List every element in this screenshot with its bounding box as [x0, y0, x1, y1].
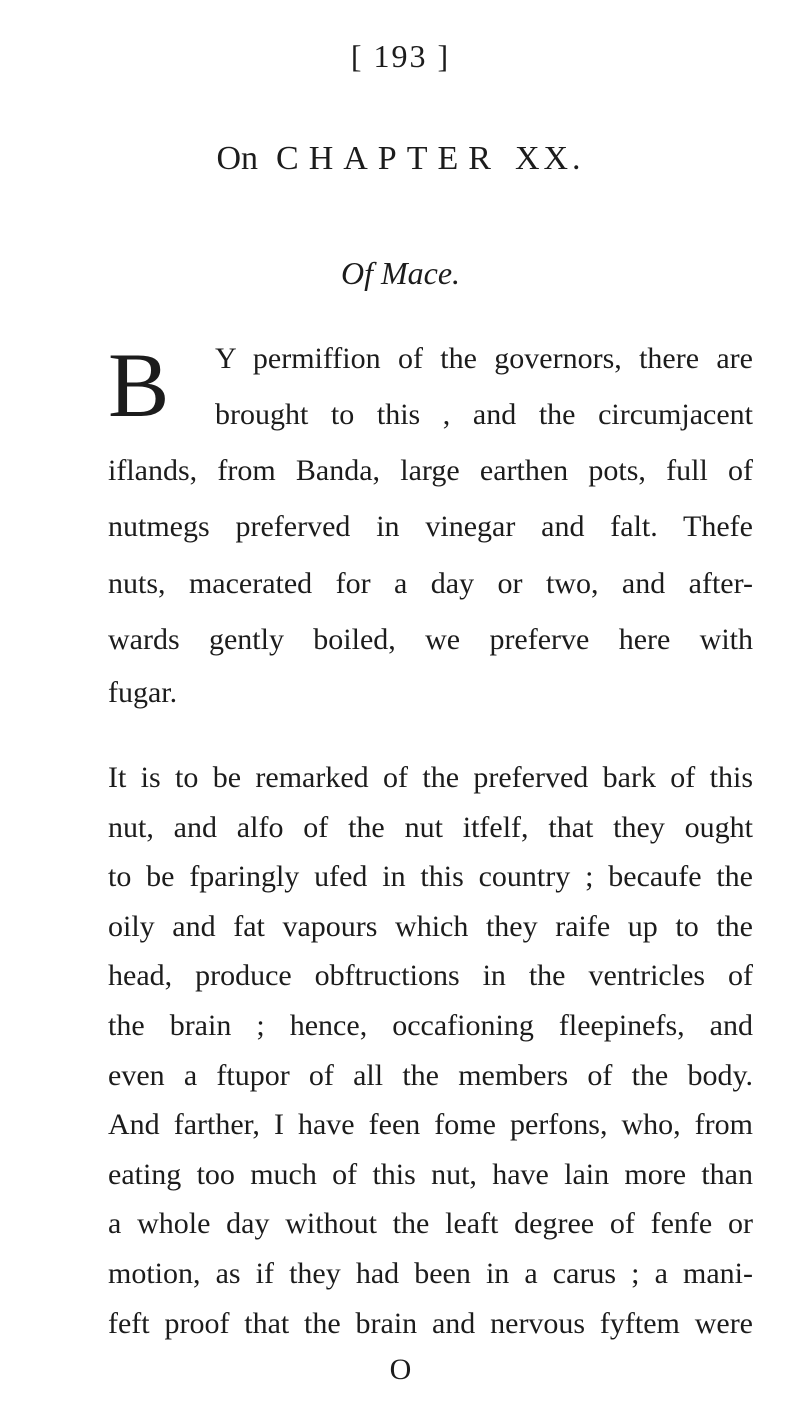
paragraph-line: It is to be remarked of the preferved bark of this [108, 761, 753, 794]
paragraph-line: oily and fat vapours which they raife up to the [108, 910, 753, 943]
paragraph-line: feft proof that the brain and nervous fyftem were [108, 1307, 753, 1340]
chapter-heading [0, 140, 801, 178]
page-number: [ 193 ] [350, 38, 451, 74]
paragraph-line: Y permiffion of the governors, there are [215, 342, 753, 375]
paragraph-line: iflands, from Banda, large earthen pots, full of [108, 454, 753, 487]
paragraph-line: nutmegs preferved in vinegar and falt. Thefe [108, 510, 753, 543]
paragraph-line: eating too much of this nut, have lain more than [108, 1158, 753, 1191]
paragraph-line: fugar. [108, 676, 178, 709]
paragraph-line: to be fparingly ufed in this country ; becaufe the [108, 860, 753, 893]
paragraph-line: even a ftupor of all the members of the body. [108, 1059, 753, 1092]
chapter-number: XX. [514, 140, 585, 177]
paragraph-line: nuts, macerated for a day or two, and after- [108, 567, 753, 600]
paragraph-line: wards gently boiled, we preferve here with [108, 623, 753, 656]
paragraph-line: the brain ; hence, occafioning fleepinefs, and [108, 1009, 753, 1042]
chapter-word: CHAPTER [276, 140, 501, 177]
paragraph-line: a whole day without the leaft degree of fenfe or [108, 1207, 753, 1240]
catchword: O [389, 1353, 412, 1386]
paragraph-line: nut, and alfo of the nut itfelf, that they ought [108, 811, 753, 844]
paragraph-line: head, produce obftructions in the ventricles of [108, 959, 753, 992]
paragraph-line: brought to this , and the circumjacent [215, 398, 753, 431]
chapter-prefix: On [216, 140, 259, 177]
drop-cap: B [108, 334, 170, 436]
section-title: Of Mace. [340, 255, 461, 291]
paragraph-line: motion, as if they had been in a carus ; a mani- [108, 1257, 753, 1290]
paragraph-line: And farther, I have feen fome perfons, who, from [108, 1108, 753, 1141]
